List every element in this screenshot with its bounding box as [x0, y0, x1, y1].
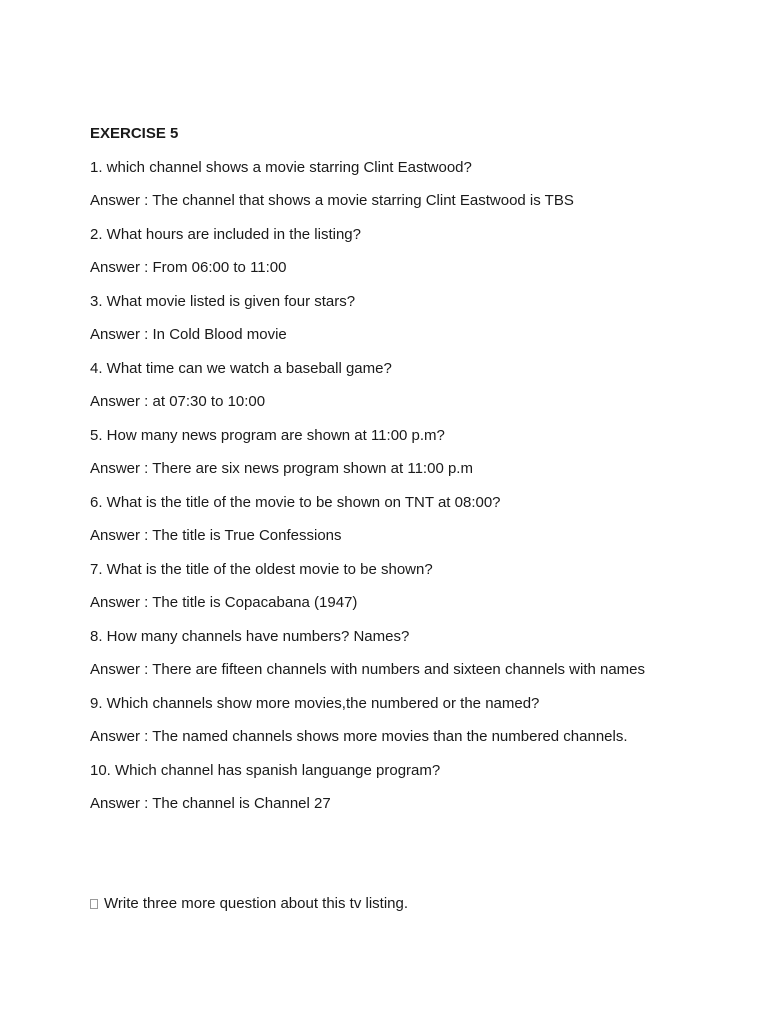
answer-2: Answer : From 06:00 to 11:00 — [90, 259, 287, 276]
answer-1: Answer : The channel that shows a movie starring Clint Eastwood is TBS — [90, 192, 574, 209]
answer-7: Answer : The title is Copacabana (1947) — [90, 594, 358, 611]
question-2: 2. What hours are included in the listing? — [90, 225, 361, 243]
question-5: 5. How many news program are shown at 11:00 p.m? — [90, 426, 445, 444]
answer-10: Answer : The channel is Channel 27 — [90, 795, 331, 812]
question-10: 10. Which channel has spanish languange program? — [90, 761, 441, 779]
footer-instruction-row — [90, 894, 408, 914]
question-9: 9. Which channels show more movies,the numbered or the named? — [90, 694, 540, 712]
exercise-title: EXERCISE 5 — [90, 125, 179, 142]
question-7: 7. What is the title of the oldest movie to be shown? — [90, 560, 433, 578]
question-1: 1. which channel shows a movie starring Clint Eastwood? — [90, 158, 472, 176]
question-8: 8. How many channels have numbers? Names? — [90, 627, 410, 645]
footer-instruction: Write three more question about this tv listing. — [104, 895, 409, 912]
answer-8: Answer : There are fifteen channels with numbers and sixteen channels with names — [90, 661, 646, 678]
answer-5: Answer : There are six news program shown at 11:00 p.m — [90, 460, 473, 477]
document-body — [90, 124, 730, 828]
answer-4: Answer : at 07:30 to 10:00 — [90, 393, 266, 410]
question-6: 6. What is the title of the movie to be shown on TNT at 08:00? — [90, 493, 501, 511]
answer-3: Answer : In Cold Blood movie — [90, 326, 287, 343]
answer-6: Answer : The title is True Confessions — [90, 527, 342, 544]
question-4: 4. What time can we watch a baseball game? — [90, 359, 392, 377]
question-3: 3. What movie listed is given four stars? — [90, 292, 356, 310]
answer-9: Answer : The named channels shows more movies than the numbered channels. — [90, 728, 628, 745]
bullet-icon — [90, 899, 98, 909]
